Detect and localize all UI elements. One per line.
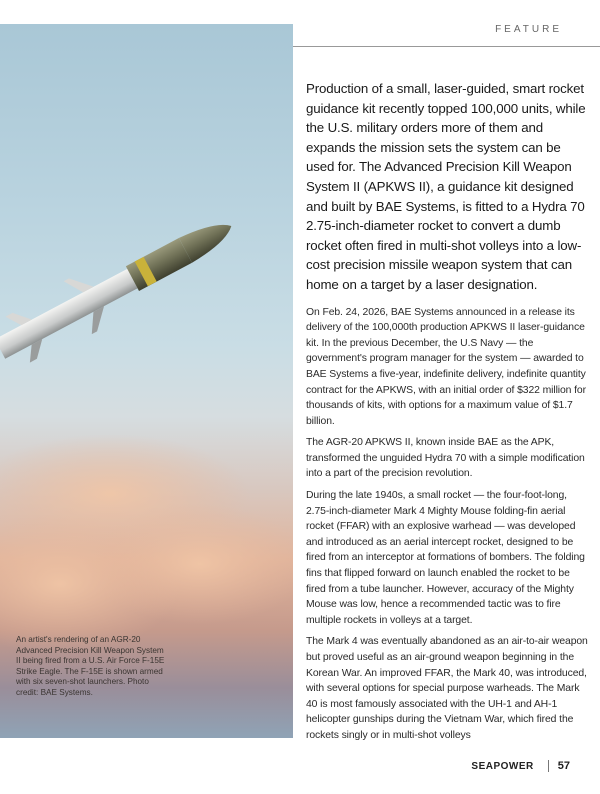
section-label: FEATURE <box>495 24 562 35</box>
page-number: 57 <box>557 760 570 772</box>
body-paragraph: The AGR-20 APKWS II, known inside BAE as the APK, transformed the unguided Hydra 70 with a simple modification into a part of the precision revolution. <box>306 437 585 480</box>
body-paragraph: The Mark 4 was eventually abandoned as an air-to-air weapon but proved useful as an air-ground weapon beginning in the Korean War. An improved FFAR, the Mark 40, was introduced, with several options for special purpose warheads. The Mark 40 is most famously associated with the UH-1 and AH-1 helicopter gunships during the Vietnam War, which fired the rockets singly or in multi-shot volleys <box>306 636 588 741</box>
header-divider <box>293 46 600 47</box>
footer-divider <box>548 760 549 772</box>
article-body <box>306 305 592 750</box>
article-column <box>306 79 592 794</box>
rocket-photo <box>0 24 293 738</box>
body-paragraph: During the late 1940s, a small rocket — the four-foot-long, 2.75-inch-diameter Mark 4 Mighty Mouse folding-fin aerial rocket (FFAR) with an explosive warhead — was developed and introduced as an aerial intercept rocket, designed to be fired from an interceptor at formations of bombers. The folding fins that flipped forward on launch enabled the rocket to be fired from a tube launcher. However, accuracy of the Mighty Mouse was low, hence a recommended tactic was to fire multiple rockets in volleys at a target. <box>306 490 585 626</box>
photo-caption: An artist's rendering of an AGR-20 Advanced Precision Kill Weapon System II being fired from a U.S. Air Force F-15E Strike Eagle. The F-15E is shown armed with six seven-shot launchers. Photo credit: BAE Systems. <box>16 635 165 697</box>
publication-name: SEAPOWER <box>471 760 534 772</box>
rocket-illustration <box>0 24 293 738</box>
page-footer <box>471 750 570 794</box>
lead-paragraph: Production of a small, laser-guided, smart rocket guidance kit recently topped 100,000 units, while the U.S. military orders more of them and expands the mission sets the system can be used for. The Advanced Precision Kill Weapon System II (APKWS II), a guidance kit designed and built by BAE Systems, is fitted to a Hydra 70 2.75-inch-diameter rocket to convert a dumb rocket often fired in multi-shot volleys into a low-cost precision missile weapon system that can home on a target by a laser designation. <box>306 81 586 292</box>
body-paragraph: On Feb. 24, 2026, BAE Systems announced in a release its delivery of the 100,000th production APKWS II laser-guidance kit. In the previous December, the U.S Navy — the government's program manager for the system — awarded to BAE Systems a five-year, indefinite delivery, indefinite quantity contract for the APKWS, with an initial order of $322 million for thousands of kits, with options for a maximum value of $1.7 billion. <box>306 306 586 427</box>
